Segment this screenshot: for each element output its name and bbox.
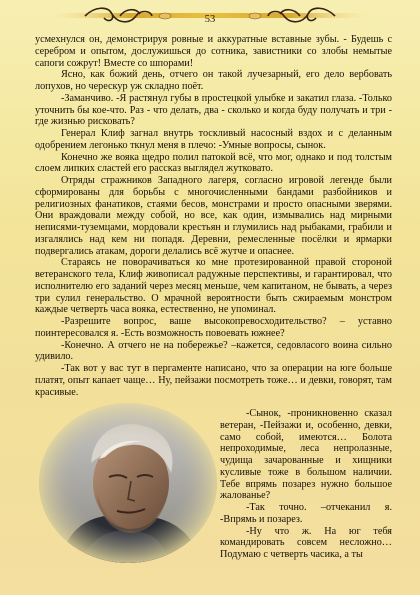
paragraph: Стараясь не поворачиваться ко мне протезированной правой стороной ветеранского тела, Клиф живописал радужные перспективы, и гарантировал, что исполнителю его заданий через месяц меньше, чем капитаном, не бывать, а через три сулил генеральство. О мрачной вероятности быть сжираемым монстром каждые четверть часа вояка, естественно, не упоминал. <box>35 257 392 316</box>
paragraph: -Так точно. –отчеканил я. -Впрямь и позарез. <box>220 502 392 525</box>
paragraph: Конечно же вояка щедро полил патокой всё, что мог, однако и под толстым слоем липких сластей его рассказ выглядел жутковато. <box>35 151 392 175</box>
side-text <box>220 408 392 561</box>
paragraph: -Разрешите вопрос, ваше высокопревосходительство? – уставно поинтересовался я. -Есть возможность повоевать южнее? <box>35 316 392 339</box>
paragraph: Ясно, как божий день, отчего он такой лучезарный, его дело вербовать лопухов, но черескур уж складно поёт. <box>35 69 392 92</box>
paragraph: усмехнулся он, демонстрируя ровные и аккуратные вставные зубы. - Будешь с серебром и опытом, дослужишься до сотника, завистники со злобы немытые сапоги сожрут! Вместе со шпорами! <box>35 34 392 69</box>
soldier-portrait <box>39 403 217 563</box>
paragraph: -Так вот у вас тут в пергаменте написано, что за операции на юге больше платят, опыт капает чаще… Ну, пейзажи посмотреть тоже… и девки, говорят, там красивые. <box>35 363 392 398</box>
paragraph: -Конечно. А отчего не на побережье? –кажется, седовласого воина сильно удивило. <box>35 339 392 363</box>
paragraph: -Ну что ж. На юг тебя командировать совсем несложно… Подумаю с четверть часика, а ты <box>220 525 392 560</box>
paragraph: Отряды стражников Западного лагеря, согласно игровой легенде были сформированы для борьбы с многочисленными бандами разбойников и религиозных фанатиков, стаями бесов, монстрами и просто опасными зверями. Они враждовали между собой, но все, как один, измывались над мирными неписями-туземцами, мордовали крестьян и глумились над рыбаками, грабили и изгалялись над кем ни попадя. Деревни, ремесленные посёлки и ярмарки подвергались атакам, дороги делались всё жутче и опаснее. <box>35 175 392 257</box>
paragraph: -Заманчиво. -Я растянул губы в простецкой улыбке и закатил глаза. -Только уточнить бы кое-что. Раз - что делать, два - сколько и когда буду получать и три - где жизнью рисковать? <box>35 92 392 128</box>
paragraph: Генерал Клиф загнал внутрь тоскливый насосный вздох и с деланным одобрением легонько ткнул меня в плечо: -Умные вопросы, сынок. <box>35 128 392 151</box>
page-number: 53 <box>204 14 216 25</box>
main-text <box>35 34 392 398</box>
paragraph: -Сынок, -проникновенно сказал ветеран, -Пейзажи и, особенно, девки, само собой, имеются… Болота непроходимые, леса непролазные, чудища зачарованные и хищники кусливые тоже в большом наличии. Тебе впрямь позарез нужно большое жалованье? <box>220 408 392 502</box>
